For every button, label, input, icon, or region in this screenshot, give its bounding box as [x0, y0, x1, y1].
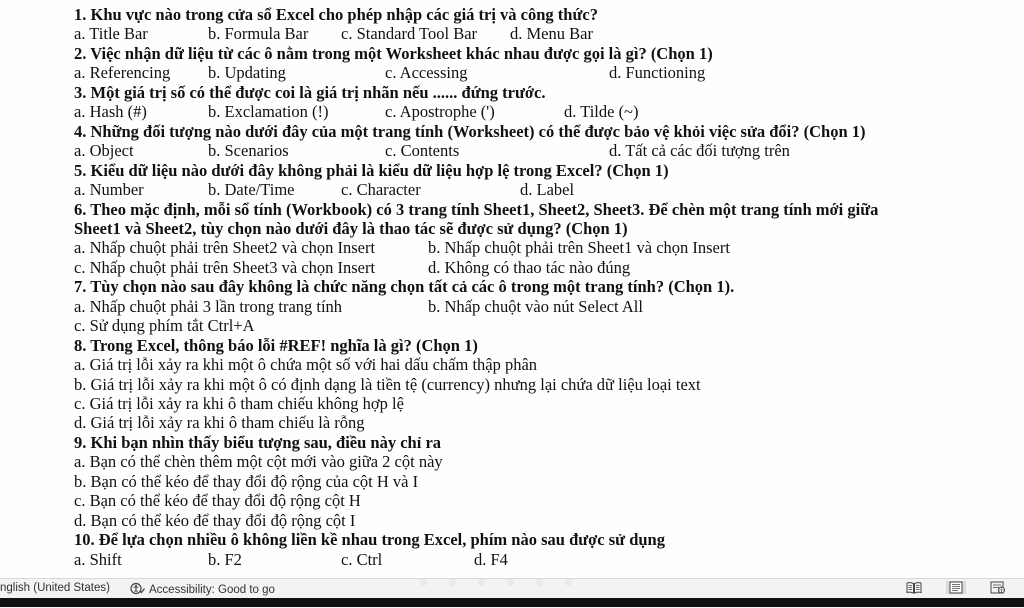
answer-option: b. Bạn có thể kéo để thay đổi độ rộng của cột H và I: [74, 471, 419, 491]
answer-row: [0, 491, 1024, 510]
progress-dot: [507, 579, 514, 586]
answer-option: b. Exclamation (!): [208, 102, 329, 122]
answer-row: [0, 472, 1024, 491]
question-6-cont: Sheet1 và Sheet2, tùy chọn nào dưới đây là thao tác sẽ được sử dụng? (Chọn 1): [74, 218, 628, 238]
progress-dot: [420, 579, 427, 586]
answer-row: [0, 413, 1024, 432]
answer-option: a. Object: [74, 141, 134, 161]
question-10: 10. Để lựa chọn nhiều ô không liền kề nhau trong Excel, phím nào sau được sử dụng: [74, 530, 665, 550]
answer-option: a. Giá trị lỗi xảy ra khi một ô chứa một số với hai dấu chấm thập phân: [74, 355, 538, 375]
answer-option: d. F4: [474, 549, 508, 569]
answer-option: c. Apostrophe ('): [385, 102, 495, 122]
answer-option: a. Bạn có thể chèn thêm một cột mới vào giữa 2 cột này: [74, 452, 443, 472]
answer-row: [0, 511, 1024, 530]
answer-option: c. Sử dụng phím tắt Ctrl+A: [74, 316, 255, 336]
answer-option: d. Tất cả các đối tượng trên: [609, 141, 790, 161]
answer-option: b. Scenarios: [208, 141, 289, 161]
question-2: 2. Việc nhận dữ liệu từ các ô nằm trong một Worksheet khác nhau được gọi là gì? (Chọn 1): [74, 43, 713, 63]
answer-row: [0, 550, 1024, 569]
answer-option: a. Number: [74, 180, 144, 200]
question-3: 3. Một giá trị số có thể được coi là giá trị nhãn nếu ...... đứng trước.: [74, 82, 546, 102]
question-8: 8. Trong Excel, thông báo lỗi #REF! nghĩa là gì? (Chọn 1): [74, 335, 478, 355]
answer-option: b. Updating: [208, 63, 286, 83]
progress-dots: [420, 579, 572, 586]
answer-option: d. Label: [520, 180, 575, 200]
accessibility-status[interactable]: [130, 582, 275, 598]
answer-option: c. Nhấp chuột phải trên Sheet3 và chọn Insert: [74, 257, 376, 277]
answer-option: d. Không có thao tác nào đúng: [428, 257, 631, 277]
question-5: 5. Kiểu dữ liệu nào dưới đây không phải là kiểu dữ liệu hợp lệ trong Excel? (Chọn 1): [74, 160, 669, 180]
answer-row: [0, 316, 1024, 335]
answer-row: [0, 355, 1024, 374]
question-1: 1. Khu vực nào trong cửa sổ Excel cho phép nhập các giá trị và công thức?: [74, 5, 598, 24]
progress-dot: [478, 579, 485, 586]
answer-option: c. Character: [341, 180, 421, 200]
progress-dot: [565, 579, 572, 586]
progress-dot: [536, 579, 543, 586]
accessibility-icon: [130, 582, 146, 598]
answer-row: [0, 375, 1024, 394]
answer-option: d. Bạn có thể kéo để thay đổi độ rộng cột I: [74, 510, 356, 530]
answer-row: [0, 102, 1024, 121]
read-mode-icon[interactable]: [906, 581, 922, 594]
answer-row: [0, 238, 1024, 257]
language-status[interactable]: nglish (United States): [0, 582, 110, 594]
answer-option: a. Nhấp chuột phải 3 lần trong trang tính: [74, 296, 343, 316]
question-7: 7. Tùy chọn nào sau đây không là chức năng chọn tất cả các ô trong một trang tính? (Chọn 1).: [74, 277, 735, 297]
answer-option: b. Date/Time: [208, 180, 295, 200]
web-layout-icon[interactable]: [990, 581, 1006, 594]
answer-option: b. F2: [208, 549, 242, 569]
answer-option: b. Formula Bar: [208, 24, 309, 44]
answer-row: [0, 258, 1024, 277]
print-layout-icon[interactable]: [946, 581, 966, 594]
question-4: 4. Những đối tượng nào dưới đây của một trang tính (Worksheet) có thể được bảo vệ khỏi việc sửa đổi? (Chọn 1): [74, 121, 866, 141]
bottom-edge: [0, 598, 1024, 607]
answer-option: a. Nhấp chuột phải trên Sheet2 và chọn Insert: [74, 238, 376, 258]
answer-option: a. Shift: [74, 549, 122, 569]
answer-option: d. Giá trị lỗi xảy ra khi ô tham chiếu là rỗng: [74, 413, 365, 433]
answer-row: [0, 297, 1024, 316]
answer-row: [0, 24, 1024, 43]
answer-row: [0, 394, 1024, 413]
answer-option: a. Referencing: [74, 63, 171, 83]
answer-option: a. Hash (#): [74, 102, 147, 122]
answer-row: [0, 63, 1024, 82]
answer-option: c. Standard Tool Bar: [341, 24, 478, 44]
answer-option: d. Tilde (~): [564, 102, 639, 122]
answer-row: [0, 452, 1024, 471]
answer-option: c. Ctrl: [341, 549, 383, 569]
answer-option: b. Giá trị lỗi xảy ra khi một ô có định dạng là tiền tệ (currency) nhưng lại chứa dữ liệu loại text: [74, 374, 701, 394]
answer-option: c. Accessing: [385, 63, 468, 83]
answer-option: c. Giá trị lỗi xảy ra khi ô tham chiếu không hợp lệ: [74, 394, 404, 413]
answer-option: b. Nhấp chuột vào nút Select All: [428, 296, 643, 316]
progress-dot: [449, 579, 456, 586]
answer-row: [0, 141, 1024, 160]
answer-row: [0, 180, 1024, 199]
question-9: 9. Khi bạn nhìn thấy biểu tượng sau, điều này chỉ ra: [74, 432, 442, 452]
answer-option: b. Nhấp chuột phải trên Sheet1 và chọn Insert: [428, 238, 730, 258]
question-6: 6. Theo mặc định, mỗi sổ tính (Workbook) có 3 trang tính Sheet1, Sheet2, Sheet3. Để chèn một trang tính mới giữa: [74, 199, 879, 219]
answer-option: c. Bạn có thể kéo để thay đổi độ rộng cột H: [74, 491, 361, 511]
answer-option: d. Menu Bar: [510, 24, 593, 44]
answer-option: c. Contents: [385, 141, 460, 161]
accessibility-label: Accessibility: Good to go: [149, 584, 275, 596]
answer-option: a. Title Bar: [74, 24, 148, 44]
answer-option: d. Functioning: [609, 63, 706, 83]
